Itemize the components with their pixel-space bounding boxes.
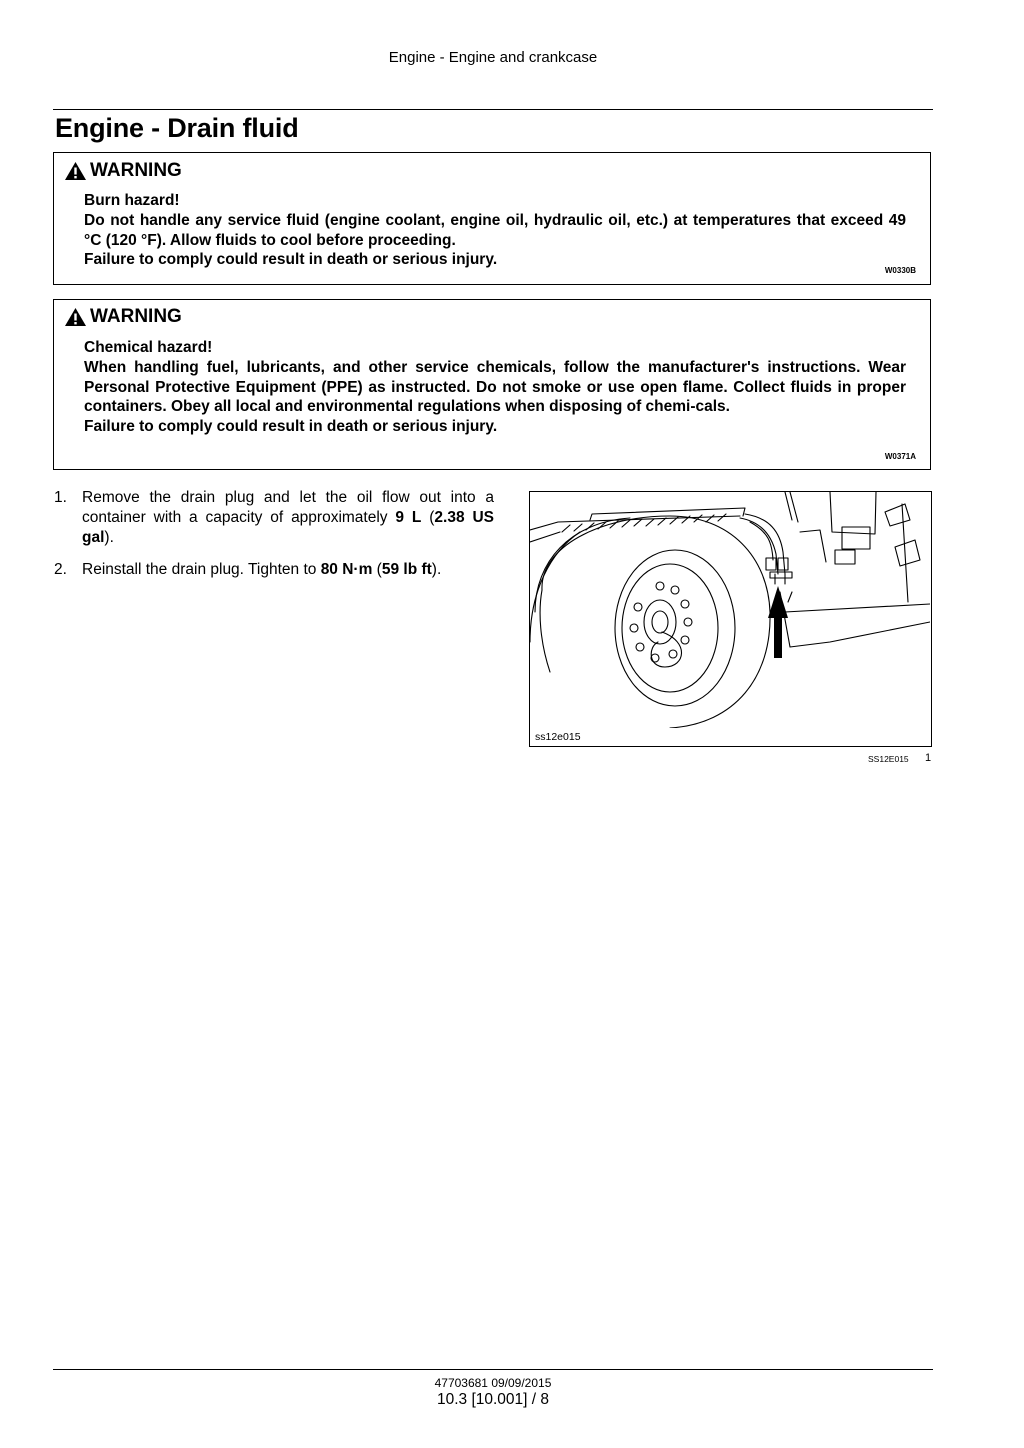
warning-body [84,338,906,437]
warning-label: WARNING [90,306,182,327]
step-text-before: Remove the drain plug and let the oil flow out into a container with a capacity of approximately [82,489,494,526]
warning-text: Do not handle any service fluid (engine coolant, engine oil, hydraulic oil, etc.) at temperatures that exceed 49 °C (120 °F). Allow fluids to cool before proceeding. [84,211,906,249]
warning-triangle-icon [64,307,87,327]
procedure-step [54,560,494,580]
step-text-after: ). [104,529,114,546]
step-value-metric: 9 L [395,509,422,526]
step-text [82,488,494,548]
tire-drain-plug-illustration [530,492,930,728]
step-text-after: ). [431,561,442,578]
warning-consequence: Failure to comply could result in death or serious injury. [84,418,498,436]
warning-text: When handling fuel, lubricants, and other service chemicals, follow the manufacturer's instructions. Wear Personal Protective Equipment (PPE) as instructed. Do not smoke or use open flame. Collect fluids in proper containers. Obey all local and environmental regulations when disposing of chemi-cals. [84,358,906,416]
step-number: 2. [54,561,67,578]
figure-number: 1 [925,752,932,764]
footer-page-number: 10.3 [10.001] / 8 [436,1391,550,1408]
footer-doc-code: 47703681 09/09/2015 [434,1376,552,1390]
page-title: Engine - Drain fluid [55,113,299,143]
figure-reference: SS12E015 [868,754,909,764]
figure-caption: ss12e015 [535,731,581,743]
warning-hazard: Chemical hazard! [84,339,213,356]
step-text [82,560,494,580]
warning-box-chemical [53,299,931,470]
step-text-between: ( [372,561,382,578]
step-value-imperial: 59 lb ft [381,561,432,578]
warning-box-burn [53,152,931,285]
step-text-between: ( [421,509,435,526]
warning-triangle-icon [64,161,87,181]
figure-frame [529,491,932,747]
warning-code: W0330B [884,266,916,275]
step-value-metric: 80 N·m [320,561,373,578]
warning-label: WARNING [90,160,182,181]
warning-code: W0371A [884,452,916,461]
procedure-steps [54,488,494,592]
header-rule [53,109,933,110]
step-number: 1. [54,489,67,506]
step-value-imperial: 2.38 US gal [82,509,494,546]
warning-heading [64,160,182,182]
warning-body [84,191,906,270]
running-header: Engine - Engine and crankcase [388,49,598,66]
procedure-step [54,488,494,548]
warning-consequence: Failure to comply could result in death or serious injury. [84,251,498,269]
step-text-before: Reinstall the drain plug. Tighten to [82,561,321,578]
footer-rule [53,1369,933,1370]
warning-hazard: Burn hazard! [84,192,180,209]
warning-heading [64,306,182,328]
